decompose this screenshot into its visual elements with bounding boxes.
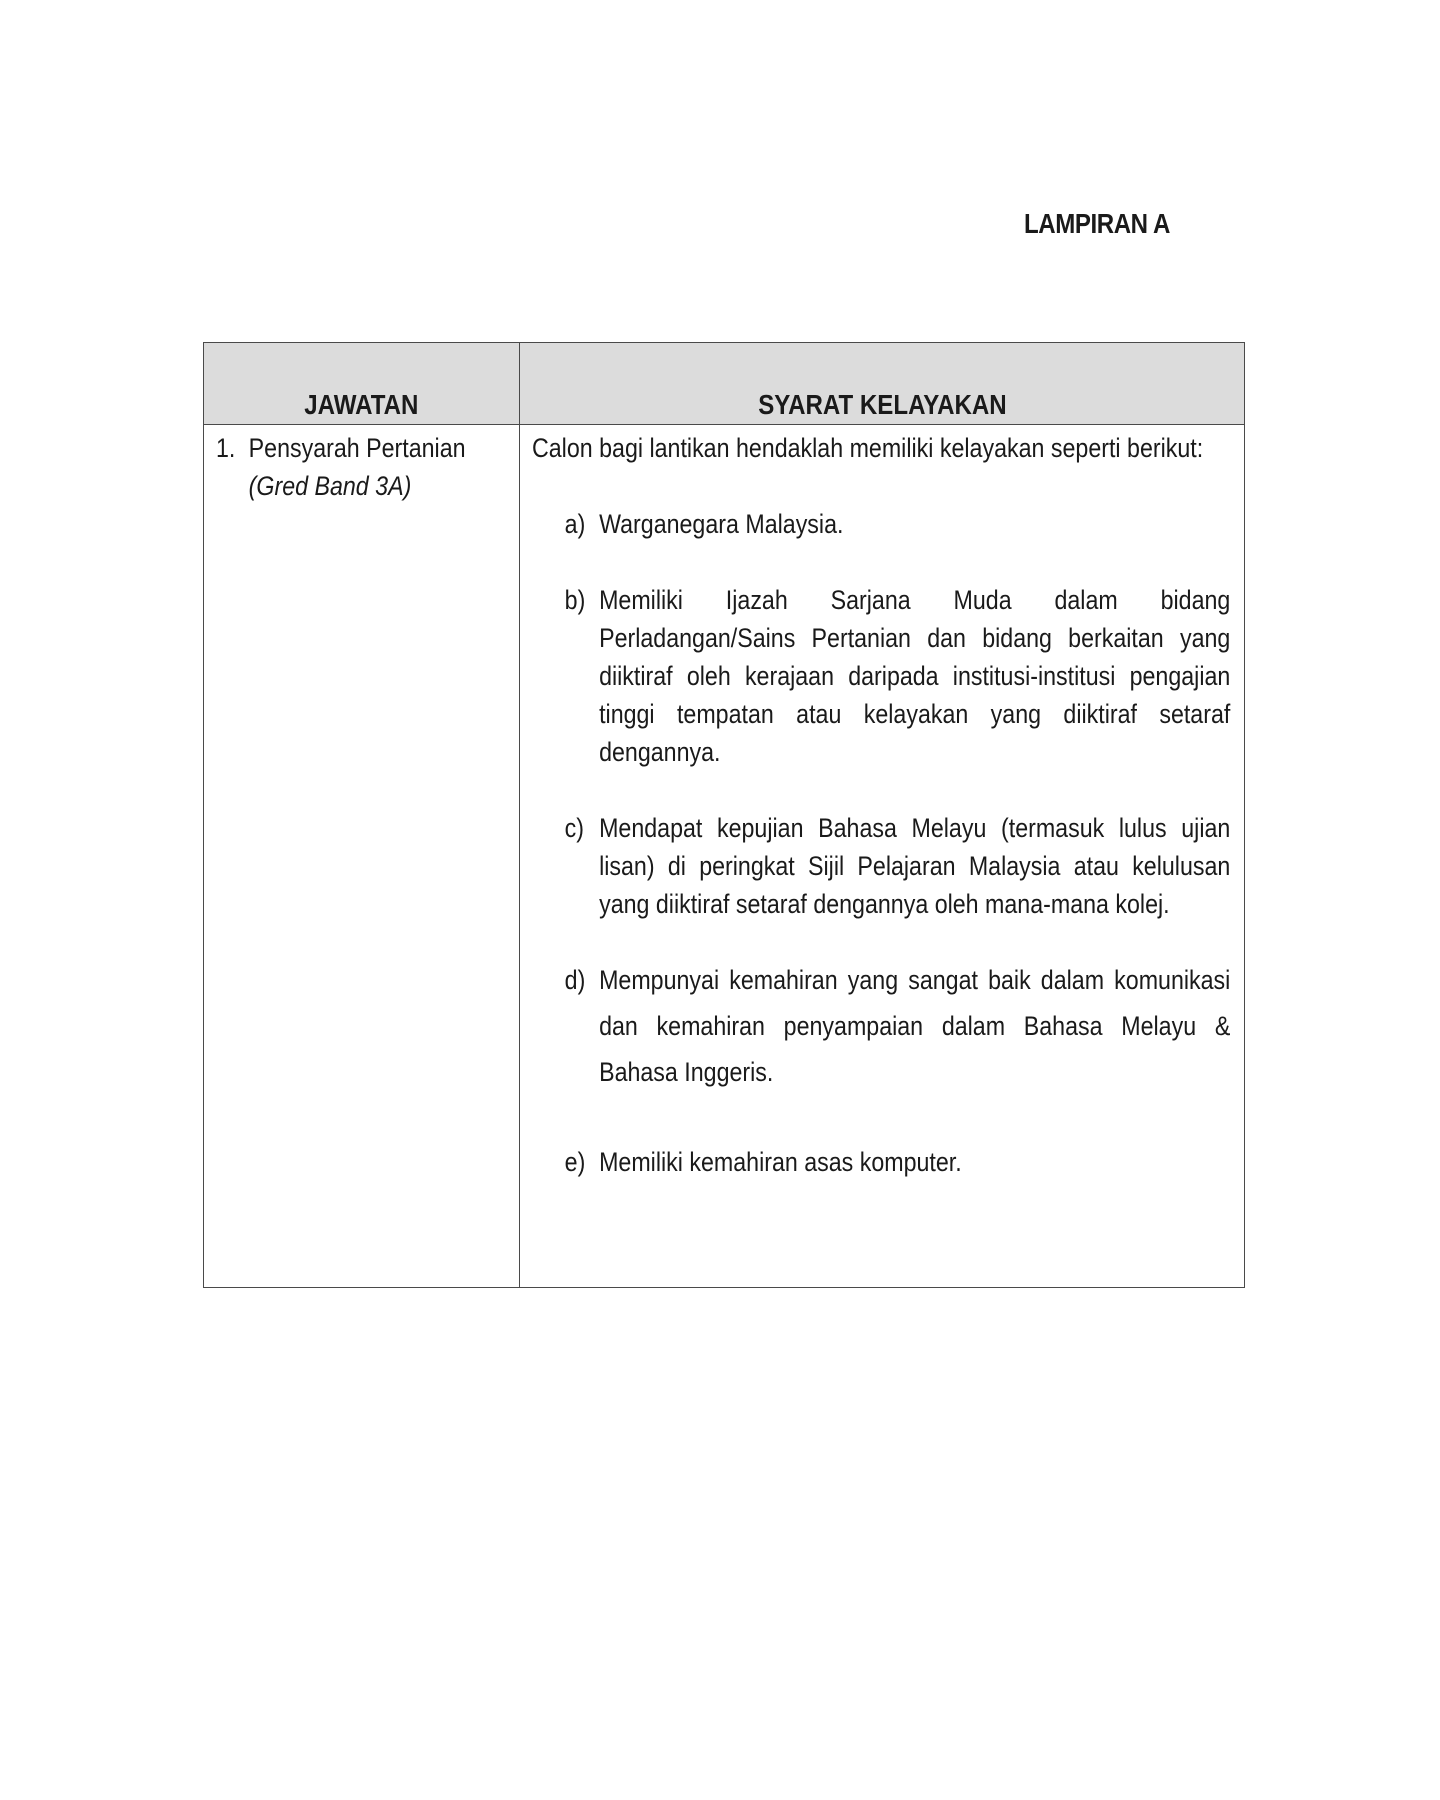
position-number: 1. — [216, 433, 236, 463]
list-item-text: Memiliki kemahiran asas komputer. — [599, 1147, 962, 1177]
list-marker: c) — [564, 813, 585, 843]
list-marker: b) — [564, 585, 586, 615]
table-row — [204, 425, 1245, 1288]
requirements-cell — [520, 425, 1245, 1288]
list-item-text: Warganegara Malaysia. — [599, 509, 844, 539]
position-grade: (Gred Band 3A) — [248, 471, 412, 501]
list-marker: a) — [564, 509, 586, 539]
list-item — [532, 581, 1230, 771]
list-item — [532, 961, 1230, 1095]
list-item-text: Memiliki Ijazah Sarjana Muda dalam bidang Perladangan/Sains Pertanian dan bidang berkaitan yang diiktiraf oleh kerajaan daripada institusi-institusi pengajian tinggi tempatan atau kelayakan yang diiktiraf setaraf dengannya. — [599, 585, 1231, 767]
position-title: Pensyarah Pertanian — [248, 433, 466, 463]
requirements-list — [532, 505, 1230, 1181]
list-item-text: Mendapat kepujian Bahasa Melayu (termasuk lulus ujian lisan) di peringkat Sijil Pelajaran Malaysia atau kelulusan yang diiktiraf setaraf dengannya oleh mana-mana kolej. — [599, 813, 1231, 919]
annex-label: LAMPIRAN A — [1024, 208, 1170, 239]
list-item — [532, 1143, 1230, 1181]
list-marker: e) — [564, 1147, 586, 1177]
position-cell — [204, 425, 520, 1288]
table-header-row — [204, 343, 1245, 425]
qualification-table — [203, 342, 1245, 1288]
header-requirements: SYARAT KELAYAKAN — [520, 343, 1245, 425]
header-position: JAWATAN — [204, 343, 520, 425]
list-item-text: Mempunyai kemahiran yang sangat baik dalam komunikasi dan kemahiran penyampaian dalam Bahasa Melayu & Bahasa Inggeris. — [599, 965, 1231, 1087]
requirements-intro: Calon bagi lantikan hendaklah memiliki kelayakan seperti berikut: — [532, 433, 1204, 463]
list-marker: d) — [564, 965, 586, 995]
list-item — [532, 505, 1230, 543]
list-item — [532, 809, 1230, 923]
